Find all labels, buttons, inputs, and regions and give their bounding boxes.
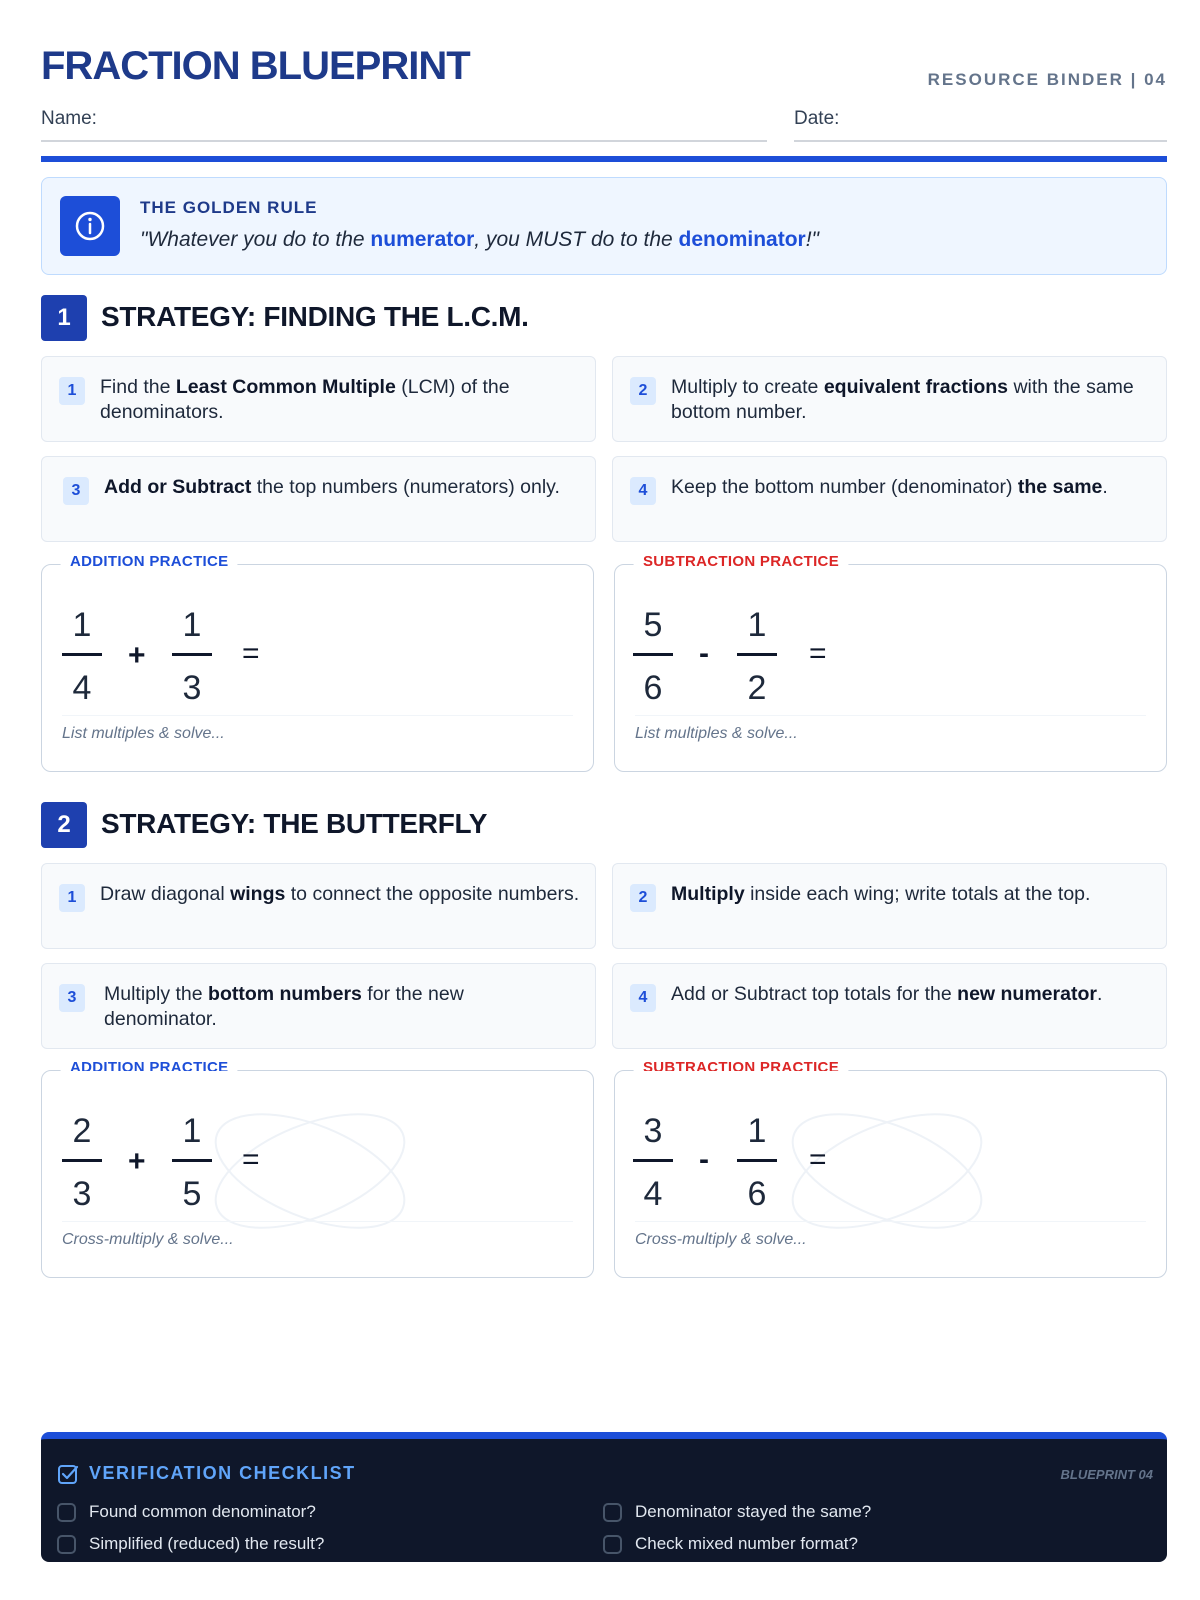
strategy-2-step-1: 1 Draw diagonal wings to connect the opposite numbers.	[41, 863, 596, 949]
butterfly-wings-icon	[210, 1107, 410, 1235]
operator-minus: -	[699, 637, 709, 670]
work-area-line	[635, 715, 1146, 716]
checkbox-icon	[57, 1463, 79, 1485]
fraction-1: 1 4	[62, 603, 102, 710]
checklist-checkbox[interactable]	[603, 1503, 622, 1522]
butterfly-subtraction-practice-box[interactable]	[614, 1059, 1167, 1278]
equals-sign: =	[242, 637, 260, 670]
strategy-1-step-2: 2 Multiply to create equivalent fractions with the same bottom number.	[612, 356, 1167, 442]
strategy-1-step-3: 3 Add or Subtract the top numbers (numerators) only.	[41, 456, 596, 542]
checklist-checkbox[interactable]	[603, 1535, 622, 1554]
date-field[interactable]	[794, 108, 1167, 142]
header-divider	[41, 156, 1167, 162]
section-number: 1	[41, 295, 87, 341]
checklist-tag: BLUEPRINT 04	[1060, 1467, 1153, 1482]
fraction-1: 2 3	[62, 1109, 102, 1216]
numerator-highlight: numerator	[370, 228, 475, 251]
subtraction-practice-label: SUBTRACTION PRACTICE	[633, 1059, 849, 1071]
strategy-2-step-4: 4 Add or Subtract top totals for the new numerator.	[612, 963, 1167, 1049]
work-area-line	[62, 715, 573, 716]
section-number: 2	[41, 802, 87, 848]
strategy-1-step-4: 4 Keep the bottom number (denominator) the same.	[612, 456, 1167, 542]
practice-hint: Cross-multiply & solve...	[62, 1231, 234, 1248]
name-field[interactable]	[41, 108, 767, 142]
equals-sign: =	[809, 637, 827, 670]
equals-sign: =	[242, 1143, 260, 1176]
operator-plus: +	[128, 1145, 146, 1178]
date-label: Date:	[794, 108, 840, 129]
strategy-2-step-2: 2 Multiply inside each wing; write totals at the top.	[612, 863, 1167, 949]
section-title: STRATEGY: FINDING THE L.C.M.	[101, 301, 529, 332]
checklist-item: Check mixed number format?	[635, 1534, 858, 1553]
strategy-1-step-1: 1 Find the Least Common Multiple (LCM) of the denominators.	[41, 356, 596, 442]
checklist-item: Found common denominator?	[89, 1502, 316, 1521]
verification-checklist	[41, 1432, 1167, 1562]
fraction-2: 1 6	[737, 1109, 777, 1216]
butterfly-addition-practice-box[interactable]	[41, 1059, 594, 1278]
practice-hint: List multiples & solve...	[62, 725, 225, 742]
worksheet-page	[41, 0, 1167, 1600]
equals-sign: =	[809, 1143, 827, 1176]
subtraction-practice-label: SUBTRACTION PRACTICE	[633, 553, 849, 570]
fraction-2: 1 3	[172, 603, 212, 710]
subtraction-practice-box[interactable]	[614, 553, 1167, 772]
fraction-1: 3 4	[633, 1109, 673, 1216]
work-area-line	[635, 1221, 1146, 1222]
checklist-checkbox[interactable]	[57, 1503, 76, 1522]
checklist-checkbox[interactable]	[57, 1535, 76, 1554]
fraction-1: 5 6	[633, 603, 673, 710]
checklist-item: Simplified (reduced) the result?	[89, 1534, 325, 1553]
golden-rule-quote: "Whatever you do to the numerator, you MUST do to the denominator!"	[140, 228, 820, 251]
practice-hint: List multiples & solve...	[635, 725, 798, 742]
fraction-2: 1 5	[172, 1109, 212, 1216]
info-icon	[60, 196, 120, 256]
checklist-title: VERIFICATION CHECKLIST	[89, 1463, 356, 1483]
fraction-2: 1 2	[737, 603, 777, 710]
practice-hint: Cross-multiply & solve...	[635, 1231, 807, 1248]
section-title: STRATEGY: THE BUTTERFLY	[101, 808, 488, 839]
addition-practice-label: ADDITION PRACTICE	[60, 553, 238, 570]
page-title: FRACTION BLUEPRINT	[41, 44, 470, 88]
addition-practice-box[interactable]	[41, 553, 594, 772]
strategy-2-step-3: 3 Multiply the bottom numbers for the new denominator.	[41, 963, 596, 1049]
addition-practice-label: ADDITION PRACTICE	[60, 1059, 238, 1071]
operator-minus: -	[699, 1143, 709, 1176]
golden-rule-title: THE GOLDEN RULE	[140, 198, 318, 217]
checklist-item: Denominator stayed the same?	[635, 1502, 872, 1521]
binder-label: RESOURCE BINDER | 04	[927, 70, 1167, 89]
work-area-line	[62, 1221, 573, 1222]
denominator-highlight: denominator	[678, 228, 806, 251]
operator-plus: +	[128, 639, 146, 672]
golden-rule-box	[41, 177, 1167, 275]
name-label: Name:	[41, 108, 97, 129]
